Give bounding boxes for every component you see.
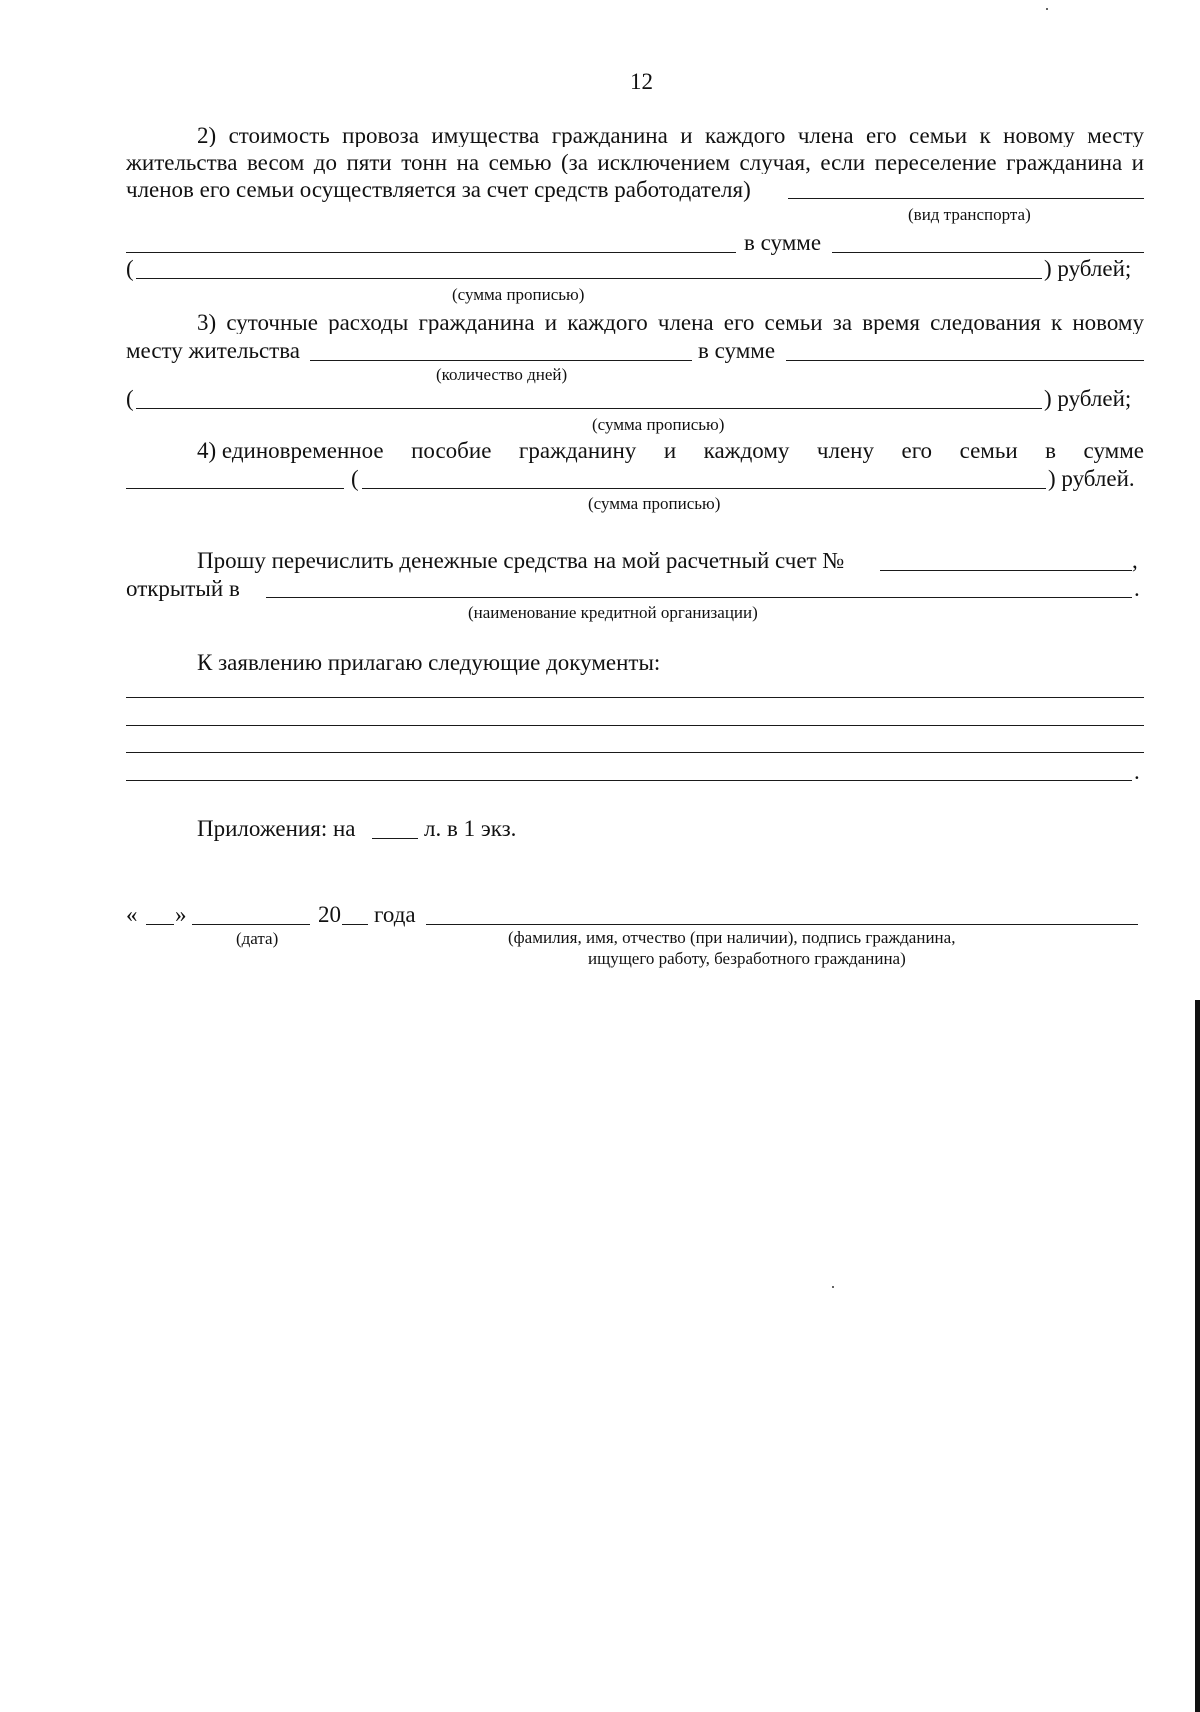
item2-line1: 2) стоимость провоза имущества гражданина и каждого члена его семьи к новому месту xyxy=(197,124,1144,147)
item3-sum-field-line[interactable] xyxy=(786,360,1144,361)
item2-line2: жительства весом до пяти тонн на семью (за исключением случая, если переселение гражданина и xyxy=(126,151,1144,174)
item2-sum-words-field-line[interactable] xyxy=(136,278,1042,279)
item4-line1 xyxy=(197,439,1144,462)
year-prefix: 20 xyxy=(318,902,341,927)
account-number-field-line[interactable] xyxy=(880,570,1132,571)
item3-open-paren: ( xyxy=(126,386,134,411)
transfer-line1: Прошу перечислить денежные средства на мой расчетный счет № xyxy=(197,548,845,573)
date-hint: (дата) xyxy=(236,929,279,948)
item4-word: каждому xyxy=(703,438,790,463)
month-field-line[interactable] xyxy=(192,924,310,925)
year-word: года xyxy=(374,902,416,927)
item3-in-sum-label: в сумме xyxy=(698,338,776,363)
transfer-comma: , xyxy=(1132,548,1138,573)
item4-open-paren: ( xyxy=(351,466,359,491)
item4-word: гражданину xyxy=(518,438,637,463)
item3-line2-prefix: месту жительства xyxy=(126,338,300,363)
item4-word: в xyxy=(1045,438,1057,463)
days-field-line[interactable] xyxy=(310,360,692,361)
attachments-suffix: л. в 1 экз. xyxy=(424,816,517,841)
transfer-period: . xyxy=(1134,576,1140,601)
item4-rubles-label: ) рублей. xyxy=(1048,466,1135,491)
item4-word: 4) единовременное xyxy=(197,438,384,463)
item2-rubles-label: ) рублей; xyxy=(1044,256,1132,281)
item4-word: члену xyxy=(816,438,874,463)
documents-line-1[interactable] xyxy=(126,697,1144,698)
item4-sum-field-line[interactable] xyxy=(126,488,344,489)
item3-rubles-label: ) рублей; xyxy=(1044,386,1132,411)
item3-line1: 3) суточные расходы гражданина и каждого члена его семьи за время следования к новому xyxy=(197,311,1144,334)
date-open-quote: « xyxy=(126,902,138,927)
signature-hint-line1: (фамилия, имя, отчество (при наличии), подпись гражданина, xyxy=(508,928,956,947)
transport-hint: (вид транспорта) xyxy=(908,205,1031,224)
transfer-line2-prefix: открытый в xyxy=(126,576,240,601)
scan-speck xyxy=(1046,8,1048,10)
item4-sum-words-field-line[interactable] xyxy=(362,488,1046,489)
item2-sum-words-hint: (сумма прописью) xyxy=(452,285,585,304)
day-field-line[interactable] xyxy=(146,924,174,925)
signature-hint-line2: ищущего работу, безработного гражданина) xyxy=(588,949,906,968)
item3-sum-words-hint: (сумма прописью) xyxy=(592,415,725,434)
documents-line-4[interactable] xyxy=(126,780,1132,781)
transport-name-field-line[interactable] xyxy=(126,252,736,253)
bank-name-hint: (наименование кредитной организации) xyxy=(468,603,758,622)
date-close-quote: » xyxy=(175,902,187,927)
item2-sum-field-line[interactable] xyxy=(832,252,1144,253)
documents-line-2[interactable] xyxy=(126,725,1144,726)
scan-speck xyxy=(832,1286,834,1288)
item2-in-sum-label: в сумме xyxy=(744,230,822,255)
item4-word: пособие xyxy=(411,438,492,463)
attachments-sheets-field-line[interactable] xyxy=(372,838,418,839)
item4-word: семьи xyxy=(959,438,1018,463)
documents-period: . xyxy=(1134,759,1140,784)
item2-open-paren: ( xyxy=(126,256,134,281)
documents-line-3[interactable] xyxy=(126,752,1144,753)
page-number: 12 xyxy=(630,69,653,94)
scan-edge-shadow xyxy=(1195,1000,1200,1712)
item4-word: сумме xyxy=(1083,438,1144,463)
attachments-prefix: Приложения: на xyxy=(197,816,356,841)
item4-word: его xyxy=(901,438,933,463)
item3-sum-words-field-line[interactable] xyxy=(136,408,1042,409)
item4-sum-words-hint: (сумма прописью) xyxy=(588,494,721,513)
days-hint: (количество дней) xyxy=(436,365,568,384)
transport-field-line[interactable] xyxy=(788,198,1144,199)
documents-heading: К заявлению прилагаю следующие документы: xyxy=(197,650,661,675)
year-field-line[interactable] xyxy=(342,924,368,925)
item2-line3: членов его семьи осуществляется за счет средств работодателя) xyxy=(126,177,751,202)
bank-name-field-line[interactable] xyxy=(266,597,1132,598)
item4-word: и xyxy=(663,438,677,463)
signature-field-line[interactable] xyxy=(426,924,1138,925)
